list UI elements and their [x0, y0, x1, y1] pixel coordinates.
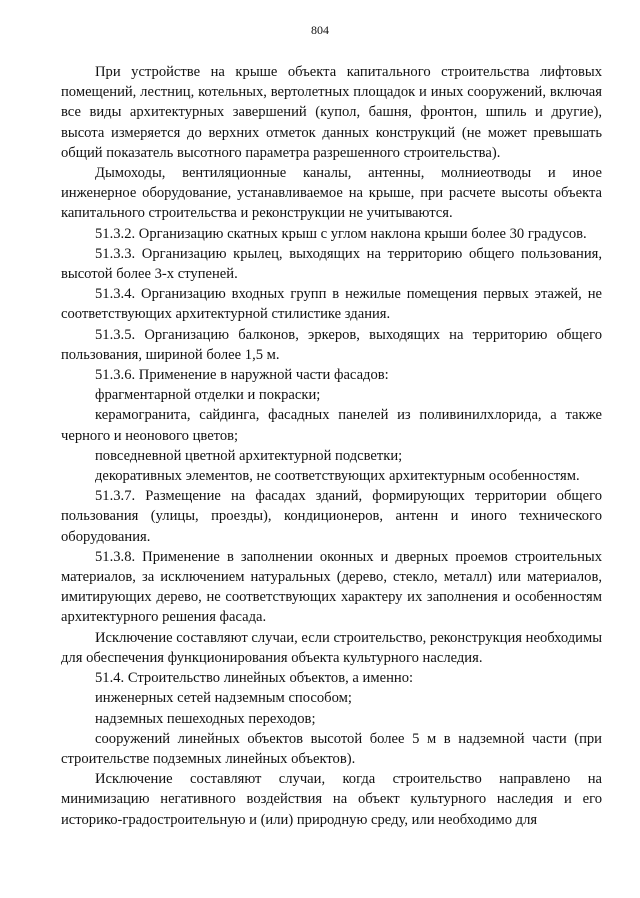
paragraph: 51.3.2. Организацию скатных крыш с углом наклона крыши более 30 градусов. [95, 225, 587, 242]
paragraph: 51.3.5. Организацию балконов, эркеров, выходящих на территорию общего пользования, шириной более 1,5 м. [61, 326, 602, 363]
paragraph: инженерных сетей надземным способом; [95, 690, 352, 707]
paragraph: 51.3.8. Применение в заполнении оконных и дверных проемов строительных материалов, за исключением натуральных (дерево, стекло, металл) или материалов, имитирующих дерево, не соответствующих характеру их заполнения и особенностям архитектурного решения фасада. [61, 548, 602, 626]
paragraph: 51.3.3. Организацию крылец, выходящих на территорию общего пользования, высотой более 3-х ступеней. [61, 245, 602, 283]
paragraph: При устройстве на крыше объекта капитального строительства лифтовых помещений, лестниц, котельных, вертолетных площадок и иных сооружений, включая все виды архитектурных завершений (купол, башня, фронтон, шпиль и другие), высота измеряется до верхних отметок данных конструкций (не может превышать общий показатель высотного параметра разрешенного строительства). [61, 64, 602, 161]
paragraph: 51.3.4. Организацию входных групп в нежилые помещения первых этажей, не соответствующих архитектурной стилистике здания. [61, 286, 602, 323]
paragraph: Исключение составляют случаи, если строительство, реконструкция необходимы для обеспечения функционирования объекта культурного наследия. [61, 629, 602, 666]
paragraph: надземных пешеходных переходов; [95, 710, 316, 727]
paragraph: фрагментарной отделки и покраски; [95, 387, 321, 404]
paragraph: декоративных элементов, не соответствующих архитектурным особенностям. [95, 468, 580, 485]
paragraph: 51.3.6. Применение в наружной части фасадов: [95, 367, 389, 384]
paragraph: Исключение составляют случаи, когда строительство направлено на минимизацию негативного воздействия на объект культурного наследия и его историко-градостроительную и (или) природную среду, или необходимо для [61, 771, 602, 828]
paragraph: керамогранита, сайдинга, фасадных панелей из поливинилхлорида, а также черного и неонового цветов; [61, 407, 602, 444]
document-body [61, 62, 602, 830]
paragraph: Дымоходы, вентиляционные каналы, антенны, молниеотводы и иное инженерное оборудование, устанавливаемое на крыше, при расчете высоты объекта капитального строительства и реконструкции не учитываются. [61, 165, 602, 222]
paragraph: сооружений линейных объектов высотой более 5 м в надземной части (при строительстве подземных линейных объектов). [61, 730, 602, 767]
page-number: 804 [311, 23, 329, 37]
paragraph: повседневной цветной архитектурной подсветки; [95, 447, 403, 464]
paragraph: 51.4. Строительство линейных объектов, а именно: [95, 670, 414, 687]
paragraph: 51.3.7. Размещение на фасадах зданий, формирующих территории общего пользования (улицы, проезды), кондиционеров, антенн и иного технического оборудования. [61, 488, 602, 545]
